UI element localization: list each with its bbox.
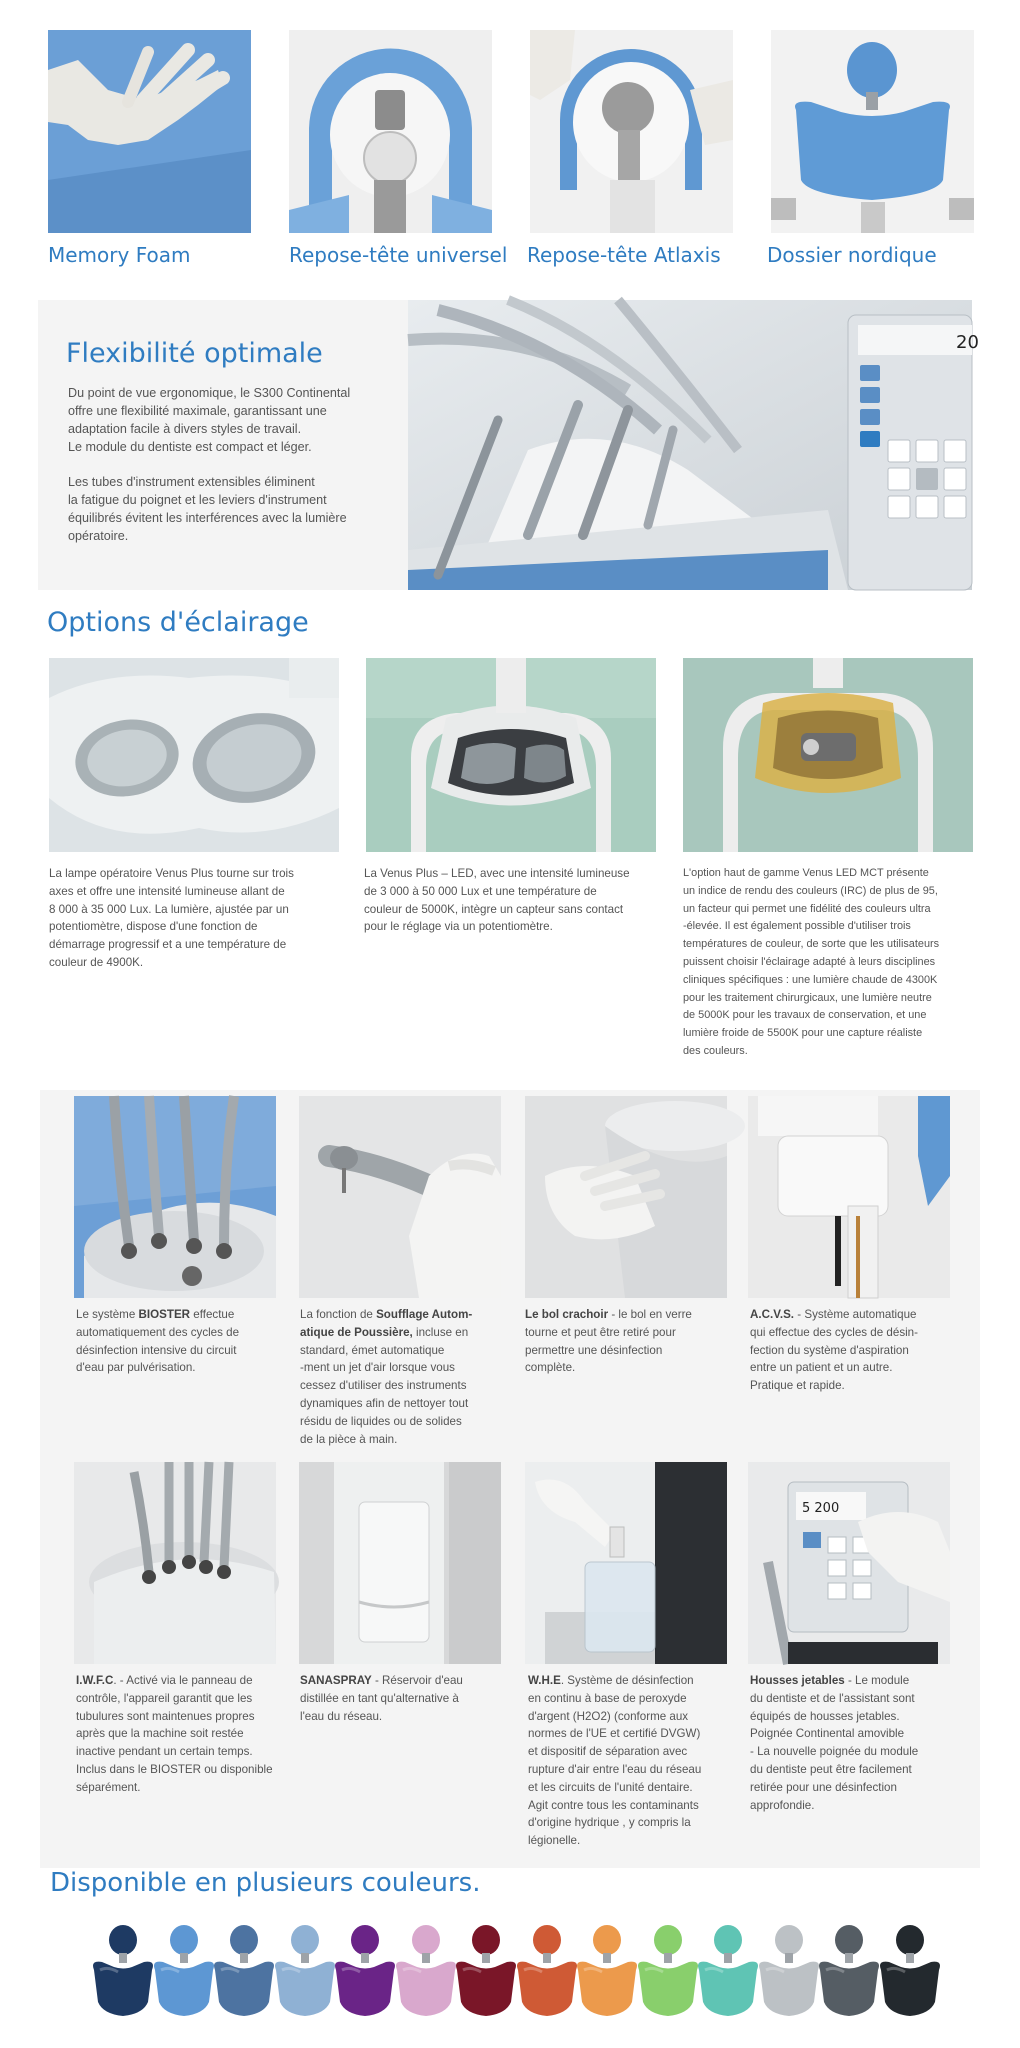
feature-caption-nordic-backrest: Dossier nordique bbox=[767, 243, 937, 267]
hygiene-text-bioster bbox=[76, 1306, 276, 1377]
lighting-line: lumière froide de 5500K pour une capture réaliste bbox=[683, 1027, 923, 1040]
panel-display-value: 20 bbox=[956, 332, 979, 353]
hygiene-line: automatiquement des cycles de bbox=[76, 1325, 240, 1339]
flexibility-paragraph-1 bbox=[68, 384, 400, 456]
color-swatch bbox=[693, 1920, 763, 2020]
color-swatch bbox=[512, 1920, 582, 2020]
hygiene-line: approfondie. bbox=[750, 1798, 815, 1812]
lighting-text-venus-plus bbox=[49, 865, 334, 972]
flex-p1-line: offre une flexibilité maximale, garantissant une bbox=[68, 404, 327, 418]
flex-p1-line: Du point de vue ergonomique, le S300 Continental bbox=[68, 386, 351, 400]
hygiene-line: Le bol crachoir - le bol en verre bbox=[525, 1308, 692, 1321]
hygiene-line: inactive pendant un certain temps. bbox=[76, 1745, 253, 1759]
lighting-line: La Venus Plus – LED, avec une intensité lumineuse bbox=[364, 867, 630, 880]
color-swatch bbox=[451, 1920, 521, 2020]
flex-p1-line: adaptation facile à divers styles de travail. bbox=[68, 422, 302, 436]
hygiene-text-disposable-covers bbox=[750, 1672, 950, 1814]
feature-caption-atlaxis-headrest: Repose-tête Atlaxis bbox=[527, 243, 721, 267]
sanaspray-image bbox=[299, 1462, 501, 1664]
bioster-image bbox=[74, 1096, 276, 1298]
flex-p2-line: la fatigue du poignet et les leviers d'instrument bbox=[68, 493, 327, 507]
hygiene-line: tubulures sont maintenues propres bbox=[76, 1709, 255, 1723]
venus-plus-lamp-image bbox=[49, 658, 339, 852]
dust-blowing-image bbox=[299, 1096, 501, 1298]
hygiene-text-iwfc bbox=[76, 1672, 278, 1797]
iwfc-image bbox=[74, 1462, 276, 1664]
hygiene-line: Pratique et rapide. bbox=[750, 1379, 845, 1393]
hygiene-line: après que la machine soit restée bbox=[76, 1727, 244, 1741]
hygiene-line: dynamiques afin de nettoyer tout bbox=[300, 1396, 469, 1410]
hygiene-line: en continu à base de peroxyde bbox=[528, 1691, 687, 1705]
spittoon-image bbox=[525, 1096, 727, 1298]
venus-led-mct-image bbox=[683, 658, 973, 852]
flex-p2-line: Les tubes d'instrument extensibles éliminent bbox=[68, 475, 315, 489]
color-swatch bbox=[814, 1920, 884, 2020]
hygiene-line: retirée pour une désinfection bbox=[750, 1780, 897, 1794]
hygiene-line: Poignée Continental amovible bbox=[750, 1727, 905, 1741]
flex-p1-line: Le module du dentiste est compact et léger. bbox=[68, 440, 312, 454]
color-swatch bbox=[88, 1920, 158, 2020]
hygiene-text-whe bbox=[528, 1672, 728, 1850]
lighting-line: températures de couleur, de sorte que les utilisateurs bbox=[683, 938, 940, 951]
hygiene-line: équipés de housses jetables. bbox=[750, 1709, 900, 1723]
hygiene-line: résidu de liquides ou de solides bbox=[300, 1414, 462, 1428]
hygiene-line: distillée en tant qu'alternative à bbox=[300, 1691, 459, 1705]
hygiene-line: complète. bbox=[525, 1361, 576, 1375]
lighting-line: de 5000K pour les travaux de conservation, et une bbox=[683, 1009, 927, 1022]
feature-caption-universal-headrest: Repose-tête universel bbox=[289, 243, 508, 267]
hygiene-line: contrôle, l'appareil garantit que les bbox=[76, 1691, 253, 1705]
lighting-line: un facteur qui permet une fidélité des couleurs ultra bbox=[683, 902, 931, 915]
colors-title: Disponible en plusieurs couleurs. bbox=[50, 1868, 481, 1898]
lighting-line: un indice de rendu des couleurs (IRC) de plus de 95, bbox=[683, 884, 938, 897]
venus-plus-led-image bbox=[366, 658, 656, 852]
flex-p2-line: opératoire. bbox=[68, 529, 129, 543]
hygiene-line: Agit contre tous les contaminants bbox=[528, 1798, 699, 1812]
nordic-backrest-image bbox=[771, 30, 974, 233]
lighting-line: démarrage progressif et a une température de bbox=[49, 938, 287, 952]
flexibility-paragraph-2 bbox=[68, 473, 400, 545]
lighting-line: de 3 000 à 50 000 Lux et une température de bbox=[364, 884, 597, 898]
lighting-line: couleur de 5000K, intègre un capteur sans contact bbox=[364, 902, 624, 916]
hygiene-line: légionelle. bbox=[528, 1834, 581, 1848]
hygiene-line: W.H.E. Système de désinfection bbox=[528, 1674, 694, 1687]
color-swatch bbox=[754, 1920, 824, 2020]
hygiene-line: cessez d'utiliser des instruments bbox=[300, 1379, 467, 1393]
lighting-line: puissent choisir l'éclairage adapté à leurs disciplines bbox=[683, 955, 936, 968]
lighting-line: cliniques spécifiques : une lumière chaude de 4300K bbox=[683, 973, 938, 986]
hygiene-text-dust-blowing bbox=[300, 1306, 500, 1448]
hygiene-line: Housses jetables - Le module bbox=[750, 1674, 910, 1687]
hygiene-line: du dentiste et de l'assistant sont bbox=[750, 1691, 915, 1705]
hygiene-line: -ment un jet d'air lorsque vous bbox=[300, 1361, 455, 1375]
color-swatch bbox=[391, 1920, 461, 2020]
lighting-line: axes et offre une intensité lumineuse allant de bbox=[49, 884, 285, 898]
hygiene-line: et les circuits de l'unité dentaire. bbox=[528, 1780, 693, 1794]
feature-caption-memory-foam: Memory Foam bbox=[48, 243, 191, 267]
memory-foam-image bbox=[48, 30, 251, 233]
lighting-line: couleur de 4900K. bbox=[49, 955, 144, 969]
universal-headrest-image bbox=[289, 30, 492, 233]
tablet-display-value: 5 200 bbox=[802, 1501, 840, 1516]
hygiene-line: tourne et peut être retiré pour bbox=[525, 1325, 676, 1339]
flex-p2-line: équilibrés évitent les interférences avec la lumière bbox=[68, 511, 347, 525]
hygiene-line: et dispositif de séparation avec bbox=[528, 1745, 688, 1759]
hygiene-line: A.C.V.S. - Système automatique bbox=[750, 1308, 917, 1321]
hygiene-line: fection du système d'aspiration bbox=[750, 1343, 909, 1357]
dentist-module-image bbox=[408, 300, 979, 590]
hygiene-line: normes de l'UE et certifié DVGW) bbox=[528, 1727, 701, 1741]
lighting-text-venus-led-mct bbox=[683, 865, 978, 1061]
color-swatch bbox=[633, 1920, 703, 2020]
color-swatch bbox=[209, 1920, 279, 2020]
hygiene-line: - La nouvelle poignée du module bbox=[750, 1745, 919, 1759]
atlaxis-headrest-image bbox=[530, 30, 733, 233]
lighting-title: Options d'éclairage bbox=[47, 607, 309, 638]
disposable-covers-image bbox=[748, 1462, 950, 1664]
color-swatch bbox=[572, 1920, 642, 2020]
hygiene-line: l'eau du réseau. bbox=[300, 1709, 383, 1723]
whe-image bbox=[525, 1462, 727, 1664]
hygiene-line: standard, émet automatique bbox=[300, 1343, 445, 1357]
lighting-line: L'option haut de gamme Venus LED MCT présente bbox=[683, 867, 929, 879]
lighting-text-venus-plus-led bbox=[364, 865, 664, 936]
lighting-line: pour les traitement chirurgicaux, une lumière neutre bbox=[683, 991, 932, 1004]
hygiene-line: rupture d'air entre l'eau du réseau bbox=[528, 1762, 702, 1776]
hygiene-line: I.W.F.C. - Activé via le panneau de bbox=[76, 1674, 253, 1687]
lighting-line: 8 000 à 35 000 Lux. La lumière, ajustée par un bbox=[49, 902, 289, 916]
hygiene-line: d'argent (H2O2) (conforme aux bbox=[528, 1709, 689, 1723]
lighting-line: -élevée. Il est également possible d'utiliser trois bbox=[683, 920, 911, 933]
hygiene-text-sanaspray bbox=[300, 1672, 500, 1725]
lighting-line: potentiomètre, dispose d'une fonction de bbox=[49, 920, 258, 934]
hygiene-line: d'origine hydrique , y compris la bbox=[528, 1816, 691, 1830]
color-swatch bbox=[149, 1920, 219, 2020]
hygiene-text-acvs bbox=[750, 1306, 950, 1395]
lighting-line: pour le réglage via un potentiomètre. bbox=[364, 920, 553, 934]
hygiene-line: atique de Poussière, incluse en bbox=[300, 1325, 469, 1339]
lighting-line: La lampe opératoire Venus Plus tourne sur trois bbox=[49, 867, 294, 880]
lighting-line: des couleurs. bbox=[683, 1044, 748, 1057]
hygiene-text-spittoon bbox=[525, 1306, 725, 1377]
hygiene-line: Inclus dans le BIOSTER ou disponible bbox=[76, 1762, 273, 1776]
color-swatch-row bbox=[88, 1920, 938, 2038]
acvs-image bbox=[748, 1096, 950, 1298]
hygiene-line: Le système BIOSTER effectue bbox=[76, 1308, 235, 1321]
hygiene-line: de la pièce à main. bbox=[300, 1432, 398, 1446]
flexibility-title: Flexibilité optimale bbox=[66, 338, 323, 369]
hygiene-line: SANASPRAY - Réservoir d'eau bbox=[300, 1674, 463, 1687]
hygiene-line: permettre une désinfection bbox=[525, 1343, 663, 1357]
hygiene-line: La fonction de Soufflage Autom- bbox=[300, 1308, 473, 1321]
hygiene-line: d'eau par pulvérisation. bbox=[76, 1361, 196, 1375]
hygiene-line: qui effectue des cycles de désin- bbox=[750, 1325, 918, 1339]
color-swatch bbox=[330, 1920, 400, 2020]
hygiene-line: du dentiste peut être facilement bbox=[750, 1762, 912, 1776]
color-swatch bbox=[875, 1920, 945, 2020]
hygiene-line: séparément. bbox=[76, 1780, 141, 1794]
color-swatch bbox=[270, 1920, 340, 2020]
hygiene-line: entre un patient et un autre. bbox=[750, 1361, 893, 1375]
hygiene-line: désinfection intensive du circuit bbox=[76, 1343, 237, 1357]
